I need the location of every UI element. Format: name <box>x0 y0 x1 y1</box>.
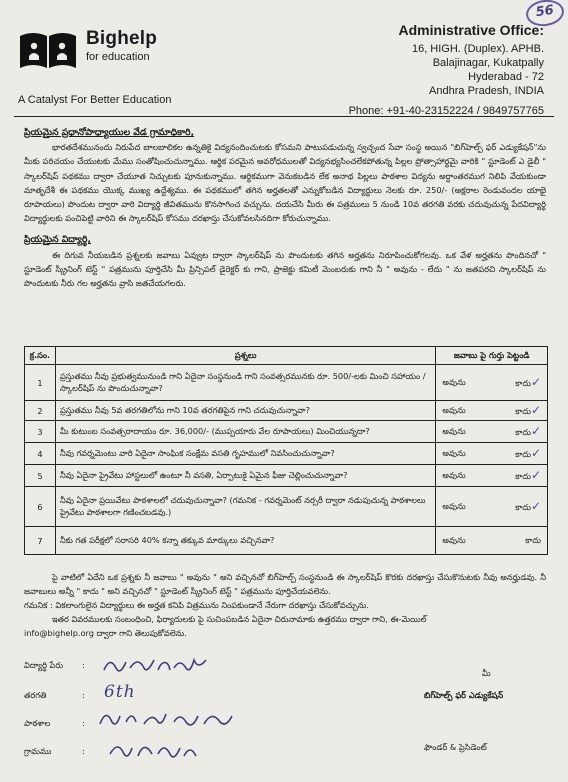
salutation-principal: ప్రియమైన ప్రధానోపాధ్యాయుల వేడ గ్రామాధికారి, <box>24 127 195 138</box>
office-line: Andhra Pradesh, INDIA <box>429 85 544 97</box>
checkmark-icon: ✓ <box>530 446 541 460</box>
table-row <box>25 487 548 527</box>
answer-yes[interactable]: అవును <box>442 469 466 480</box>
row-question: మీ కుటుంబ సంవత్సరాదాయం రూ. 36,000/- (ముప్పయారు వేల రూపాయలు) మించియున్నదా? <box>55 421 435 443</box>
table-row <box>25 465 548 487</box>
answer-no[interactable]: కాదు <box>515 406 531 416</box>
answer-yes[interactable]: అవును <box>442 376 466 387</box>
row-question: నీకు గత పరీక్షలో సరాసరి 40% కన్నా తక్కువ మార్కులు వచ్చినవా? <box>55 527 435 555</box>
row-number: 3 <box>25 421 56 443</box>
office-line: Balajinagar, Kukatpally <box>432 57 544 69</box>
table-row <box>25 527 548 555</box>
column-header-answer: జవాబు పై గుర్తు పెట్టండి <box>436 347 548 365</box>
row-number: 1 <box>25 365 56 401</box>
row-number: 7 <box>25 527 56 555</box>
table-row <box>25 365 548 401</box>
answer-cell[interactable] <box>436 365 548 401</box>
handwritten-class: 6th <box>104 682 136 702</box>
checkmark-icon: ✓ <box>530 499 541 513</box>
checkmark-icon: ✓ <box>530 424 541 438</box>
footer-email[interactable]: info@bighelp.org ద్వారా గాని తెలుపుకోవలెను. <box>24 628 187 638</box>
brand-subtitle: for education <box>86 51 150 63</box>
office-line: 16, HIGH. (Duplex). APHB. <box>411 43 544 55</box>
checkmark-icon: ✓ <box>530 403 541 417</box>
school-label: పాఠశాల <box>24 718 51 728</box>
answer-cell[interactable] <box>436 421 548 443</box>
separator: : <box>82 690 85 700</box>
handwritten-school <box>96 704 246 732</box>
checkmark-icon: ✓ <box>530 468 541 482</box>
signature-organization: బిగ్‌హెల్ప్ ఫర్ ఎడ్యుకేషన్ <box>424 690 504 700</box>
book-logo-icon <box>18 26 78 72</box>
answer-yes[interactable]: అవును <box>442 425 466 436</box>
row-number: 6 <box>25 487 56 527</box>
office-line: Hyderabad - 72 <box>468 71 544 83</box>
answer-cell[interactable] <box>436 487 548 527</box>
handwritten-village <box>106 734 206 764</box>
office-address <box>349 22 544 118</box>
answer-yes[interactable]: అవును <box>442 404 466 415</box>
brand-block <box>86 28 157 63</box>
salutation-student: ప్రియమైన విద్యార్థి, <box>24 234 91 246</box>
closing-yours: మీ <box>482 668 491 678</box>
separator: : <box>82 746 85 756</box>
answer-cell[interactable] <box>436 443 548 465</box>
answer-no[interactable]: కాదు <box>515 471 531 481</box>
answer-no[interactable]: కాదు <box>515 378 531 388</box>
answer-no[interactable]: కాదు <box>515 502 531 512</box>
answer-yes[interactable]: అవును <box>442 500 466 511</box>
footer-notes <box>24 570 546 640</box>
footer-contact: ఇతర వివరములకు సంబంధించి, ఫిర్యాదులకు పై సుచింపబడిన ఏదైనా చిరునామాకు ఉత్తరము ద్వారా గాని, ఈ-మెయిల్ <box>52 614 427 624</box>
tagline: A Catalyst For Better Education <box>18 94 172 106</box>
answer-cell[interactable] <box>436 465 548 487</box>
page-number-annotation: 56 <box>524 0 565 29</box>
answer-yes[interactable]: అవును <box>442 534 466 545</box>
handwritten-student-name <box>100 652 220 678</box>
table-row <box>25 421 548 443</box>
column-header-number: క్ర.సం. <box>25 347 56 365</box>
row-number: 4 <box>25 443 56 465</box>
table-row <box>25 443 548 465</box>
answer-no[interactable]: కాదు <box>515 449 531 459</box>
intro-paragraph: భారతదేశమునందు నిరుపేద బాలబాలికల ఉన్నతికై విద్యనందించుటకు కోసమని పాటుపడుచున్న స్వచ్ఛంద సేవా సంస్థ అయిన "బిగ్‌హెల్ప్ ఫర్ ఎడ్యుకేషన్"ను మీకు పరిచయం చేయుటకు మేము సంతోషించుచున్నాము. ఆర్థిక పరమైన అవరోధములతో విద్యనభ్యసించలేకపోతున్న పిల్లల ప్రోత్సాహార్థమై వారికి " స్టూడెంట్ ఎ డైలీ " స్కాలర్‌షిప్ పథకము ద్వారా చేయూత నిచ్చుటకు పూనుకున్నాము. ఆర్థికముగా వెనుకబడిన లేక అనాథ పిల్లలు పాఠశాల విద్యను అర్ధాంతరముగ నిలిపి వేయకుండా మాతృదేశీ ఈ పథకము యొక్క ముఖ్య ఉద్దేశ్యము. ఈ పథకములో తగిన అర్హతలతో ఎన్నుకోబడిన విద్యార్థులు నెలకు రూ. 250/- (అక్షరాల రెండువందల యాభై రూపాయలు) పొందుట ద్వారా వారి విద్యార్థి జీవితమును కొనసాగించ వచ్చును. దయచేసి మీరు ఈ పత్రములు 5 నుండి 10వ తరగతి వరకు చదువుచున్న పేదవిద్యార్థి విద్యార్థులకు పంచిపెట్టి వారిని ఈ స్కాలర్‌షిప్ కోసము దరఖాస్తు చేసుకోవలసినదిగా కోరుచున్నాము. <box>24 142 546 224</box>
form-row-school <box>24 718 85 730</box>
village-label: గ్రామము <box>24 746 52 756</box>
row-question: నీవు ఏదైనా ప్రైవేటు హాస్టలులో ఉంటూ నీ వసతి, ఏర్పాటుకై ఏమైన ఫీజు చెల్లించుచున్నావా? <box>55 465 435 487</box>
row-number: 5 <box>25 465 56 487</box>
row-question: నీవు గవర్నమెంటు వారి ఏదైనా సాంఘిక సంక్షేమ వసతి గృహములో నివసించుచున్నావా? <box>55 443 435 465</box>
signature-founder: ఫౌండర్ & ప్రెసిడెంట్ <box>424 742 487 752</box>
column-header-questions: ప్రశ్నలు <box>55 347 435 365</box>
answer-no[interactable]: కాదు <box>515 427 531 437</box>
row-question: ప్రస్తుతము నీవు ప్రభుత్వమునుండి గాని ఏదైనా సంస్థనుండి గాని సంవత్సరమునకు రూ. 500/-లకు మించి సహాయం / స్కాలర్‌షిప్ ను పొందుచున్నావా? <box>55 365 435 401</box>
footer-note: గమనిక : వికలాంగులైన విద్యార్థులు ఈ అర్హత కనిపి విత్రమును నింపకుండానే నేరుగా దరఖాస్తు చేసుకోవచ్చును. <box>24 600 369 610</box>
form-row-student-name <box>24 660 85 672</box>
eligibility-table <box>24 346 548 555</box>
table-row <box>25 401 548 421</box>
letter-body <box>24 126 546 290</box>
answer-yes[interactable]: అవును <box>442 447 466 458</box>
answer-cell[interactable] <box>436 401 548 421</box>
answer-no[interactable]: కాదు <box>525 534 541 545</box>
row-question: ప్రస్తుతము నీవు 5వ తరగతిలోను గాని 10వ తరగతిపైన గాని చదువుచున్నావా? <box>55 401 435 421</box>
instructions-paragraph: ఈ దిగువ నీయబడిన ప్రశ్నలకు జవాబు ఏవ్వుట ద్వారా స్కాలర్‌షిప్ ను పొందుటకు తగిన అర్హతను నిరూపించుకోగలవు. ఒక వేళ అర్హతను పొందినచో " స్టూడెంట్ స్క్రీనింగ్ టెస్ట్ " పత్రమును పూర్తిచేసి మీ ప్రిన్సిపల్ డైరెక్టర్ కు గాని, ప్రాజెక్టు కమిటీ మెంబరుకు గాని నీ " అవును - లేదు " ను జతపరచి స్కాలర్‌షిప్ ను పొందుటకు నీరు గల అర్హతను వ్రాసి జతచేయగలరు. <box>24 249 546 289</box>
office-title: Administrative Office: <box>398 22 544 38</box>
row-number: 2 <box>25 401 56 421</box>
footer-instruction: పై వాటిలో ఏదేని ఒక ప్రశ్నకు నీ జవాబు " అవును " అని వచ్చినచో బిగ్‌హెల్ప్ సంస్థనుండి ఈ స్కాలర్‌షిప్ కొరకు దరఖాస్తు చేసుకొనుటకు నీవు అనర్హుడవు. నీ జవాబులు అన్నీ " కాదు " అని వచ్చినచో " స్టూడెంట్ స్క్రీనింగ్ టెస్ట్ " పత్రమును పూర్తిచేయవలెను. <box>24 572 546 596</box>
form-row-class <box>24 690 85 702</box>
office-phone: Phone: +91-40-23152224 / 9849757765 <box>348 105 544 117</box>
table-header-row <box>25 347 548 365</box>
header-divider <box>14 116 554 117</box>
answer-cell[interactable] <box>436 527 548 555</box>
form-row-village <box>24 746 85 758</box>
brand-name: Bighelp <box>86 28 158 49</box>
class-label: తరగతి <box>24 690 47 700</box>
row-question: నీవు ఏదైనా ప్రయివేటు పాఠశాలలో చదువుచున్నావా? (గమనిక - గవర్నమెంట్ నర్సరీ ద్వారా నడుపుచున్న పాఠశాలలు ప్రైవేటు పాఠశాలగా గణించబడవు.) <box>55 487 435 527</box>
separator: : <box>82 660 85 670</box>
student-name-label: విద్యార్థి పేరు <box>24 660 64 670</box>
separator: : <box>82 718 85 728</box>
checkmark-icon: ✓ <box>530 375 541 389</box>
